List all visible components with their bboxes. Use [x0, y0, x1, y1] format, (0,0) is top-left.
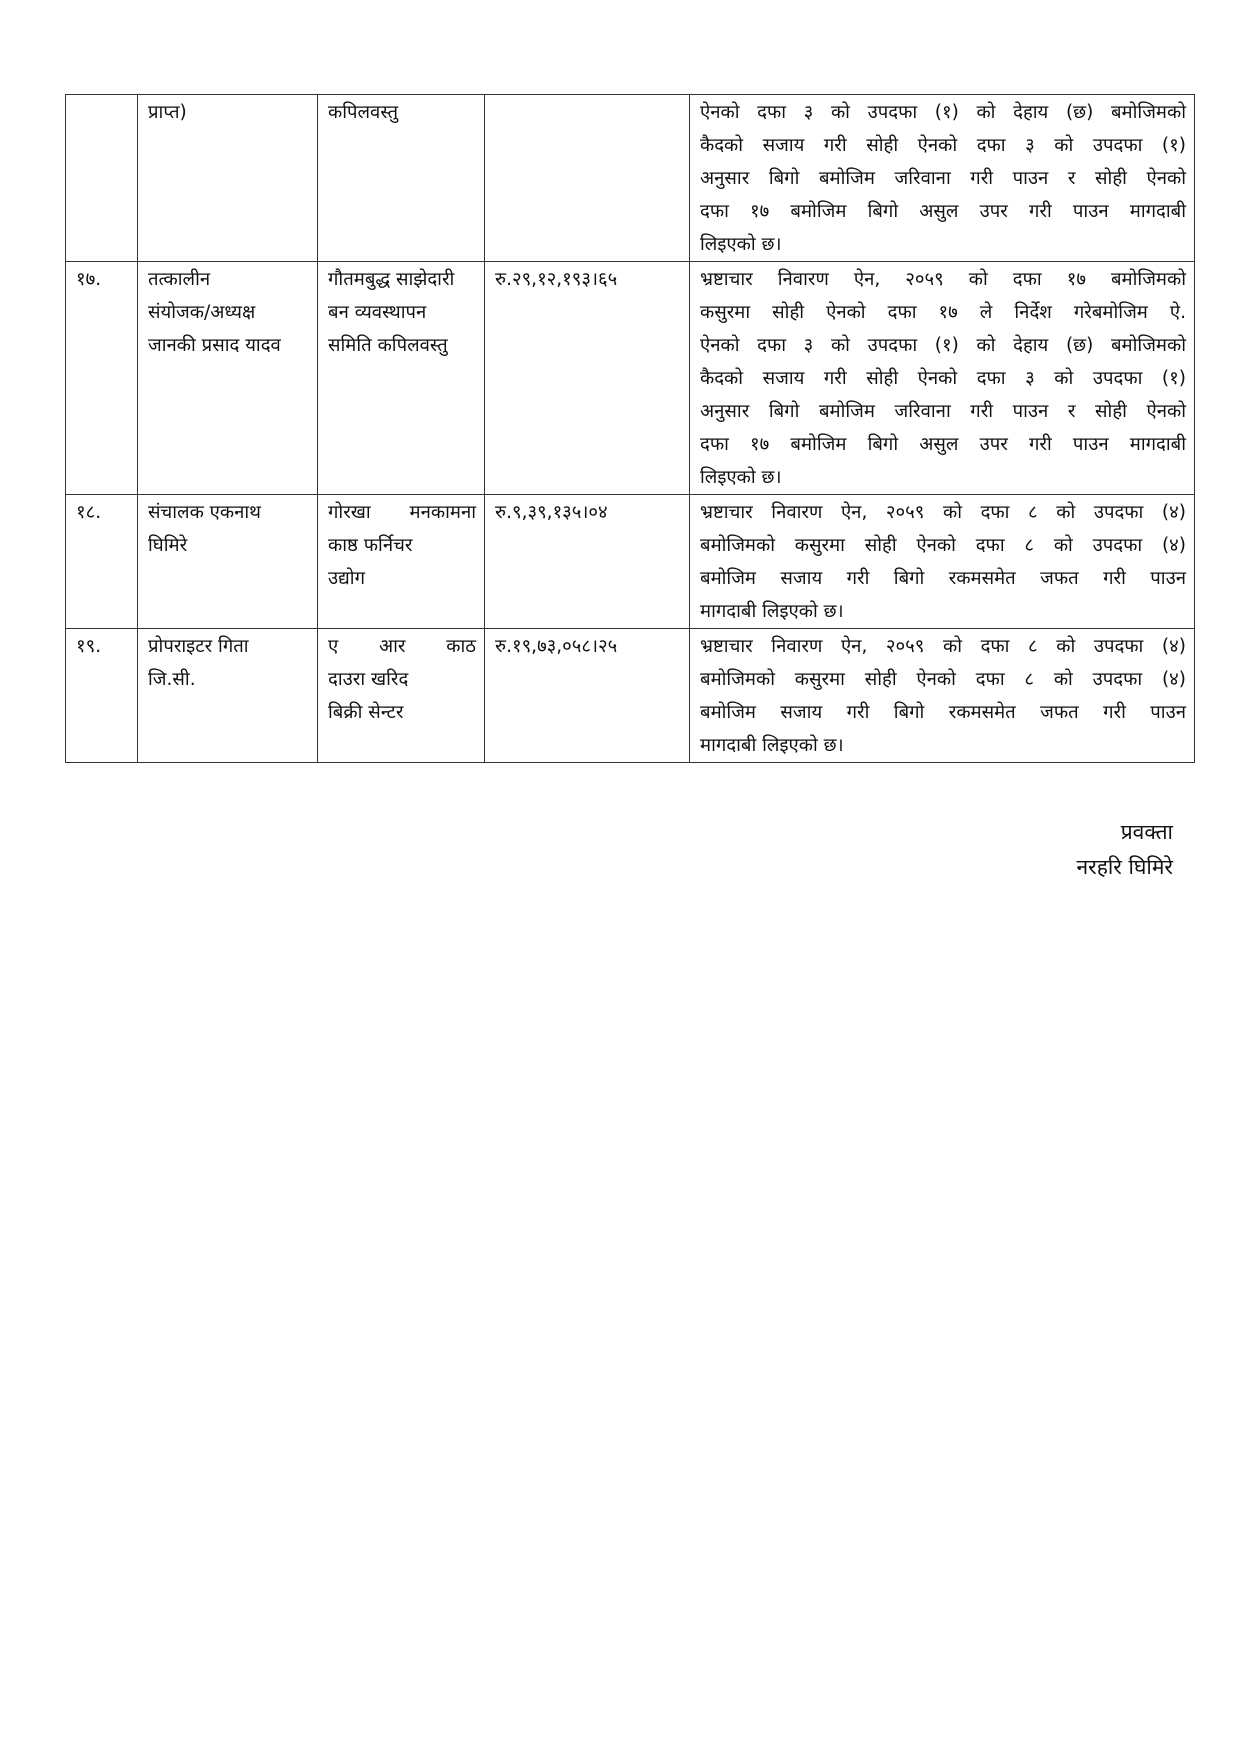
amount-cell — [485, 629, 690, 763]
case-number: १८. — [76, 502, 102, 523]
embezzled-amount: रु.१९,७३,०५८।२५ — [495, 636, 618, 657]
claim-line: बमोजिमको कसुरमा सोही ऐनको दफा ८ को उपदफा (४) — [700, 669, 1186, 690]
organization-line: दाउरा खरिद — [328, 669, 409, 690]
accused-name-line: प्राप्त) — [148, 102, 187, 123]
case-table — [65, 94, 1195, 763]
case-table-body — [66, 95, 1195, 763]
accused-name-line: तत्कालीन — [148, 269, 211, 290]
claim-cell — [690, 262, 1195, 495]
claim-line: बमोजिम सजाय गरी बिगो रकमसमेत जफत गरी पाउन — [700, 568, 1186, 589]
case-number-cell — [66, 262, 138, 495]
table-row — [66, 95, 1195, 262]
accused-name-line: संयोजक/अध्यक्ष — [148, 302, 256, 323]
claim-cell — [690, 629, 1195, 763]
organization-line: गोरखा मनकामना — [328, 502, 476, 523]
organization-cell — [318, 95, 485, 262]
claim-line: कसुरमा सोही ऐनको दफा १७ ले निर्देश गरेबमोजिम ऐ. — [700, 302, 1186, 323]
amount-cell — [485, 495, 690, 629]
claim-line: भ्रष्टाचार निवारण ऐन, २०५९ को दफा १७ बमोजिमको — [700, 269, 1186, 290]
claim-line: दफा १७ बमोजिम बिगो असुल उपर गरी पाउन मागदाबी — [700, 434, 1186, 455]
case-number: १७. — [76, 269, 102, 290]
organization-line: गौतमबुद्ध साझेदारी — [328, 269, 455, 290]
accused-name-cell — [138, 629, 318, 763]
claim-line: अनुसार बिगो बमोजिम जरिवाना गरी पाउन र सोही ऐनको — [700, 168, 1186, 189]
claim-line: मागदाबी लिइएको छ। — [700, 735, 844, 756]
claim-line: लिइएको छ। — [700, 467, 782, 488]
accused-name-line: जि.सी. — [148, 669, 196, 690]
claim-line: मागदाबी लिइएको छ। — [700, 601, 844, 622]
claim-line: ऐनको दफा ३ को उपदफा (१) को देहाय (छ) बमोजिमको — [700, 102, 1186, 123]
claim-line: बमोजिम सजाय गरी बिगो रकमसमेत जफत गरी पाउन — [700, 702, 1186, 723]
claim-cell — [690, 95, 1195, 262]
claim-line: कैदको सजाय गरी सोही ऐनको दफा ३ को उपदफा (१) — [700, 368, 1186, 389]
case-number-cell — [66, 629, 138, 763]
embezzled-amount: रु.२९,१२,१९३।६५ — [495, 269, 618, 290]
organization-line: ए आर काठ — [328, 636, 476, 657]
claim-line: लिइएको छ। — [700, 234, 782, 255]
amount-cell — [485, 262, 690, 495]
signature-block — [1076, 815, 1173, 885]
amount-cell — [485, 95, 690, 262]
organization-line: काष्ठ फर्निचर — [328, 535, 413, 556]
claim-line: भ्रष्टाचार निवारण ऐन, २०५९ को दफा ८ को उपदफा (४) — [700, 636, 1186, 657]
organization-cell — [318, 629, 485, 763]
organization-line: बन व्यवस्थापन — [328, 302, 427, 323]
accused-name-line: जानकी प्रसाद यादव — [148, 335, 281, 356]
organization-line: बिक्री सेन्टर — [328, 702, 404, 723]
organization-cell — [318, 495, 485, 629]
accused-name-line: घिमिरे — [148, 535, 188, 556]
table-row — [66, 495, 1195, 629]
case-number: १९. — [76, 636, 102, 657]
claim-line: बमोजिमको कसुरमा सोही ऐनको दफा ८ को उपदफा (४) — [700, 535, 1186, 556]
accused-name-cell — [138, 495, 318, 629]
organization-line: समिति कपिलवस्तु — [328, 335, 448, 356]
organization-line: उद्योग — [328, 568, 366, 589]
accused-name-cell — [138, 262, 318, 495]
claim-line: ऐनको दफा ३ को उपदफा (१) को देहाय (छ) बमोजिमको — [700, 335, 1186, 356]
accused-name-cell — [138, 95, 318, 262]
organization-line: कपिलवस्तु — [328, 102, 399, 123]
spokesperson-name: नरहरि घिमिरे — [1076, 855, 1173, 879]
accused-name-line: संचालक एकनाथ — [148, 502, 261, 523]
table-row — [66, 629, 1195, 763]
claim-line: दफा १७ बमोजिम बिगो असुल उपर गरी पाउन मागदाबी — [700, 201, 1186, 222]
claim-line: कैदको सजाय गरी सोही ऐनको दफा ३ को उपदफा (१) — [700, 135, 1186, 156]
claim-line: भ्रष्टाचार निवारण ऐन, २०५९ को दफा ८ को उपदफा (४) — [700, 502, 1186, 523]
claim-cell — [690, 495, 1195, 629]
table-row — [66, 262, 1195, 495]
organization-cell — [318, 262, 485, 495]
claim-line: अनुसार बिगो बमोजिम जरिवाना गरी पाउन र सोही ऐनको — [700, 401, 1186, 422]
case-number-cell — [66, 95, 138, 262]
embezzled-amount: रु.९,३९,१३५।०४ — [495, 502, 608, 523]
case-number-cell — [66, 495, 138, 629]
spokesperson-title: प्रवक्ता — [1120, 820, 1173, 844]
accused-name-line: प्रोपराइटर गिता — [148, 636, 249, 657]
